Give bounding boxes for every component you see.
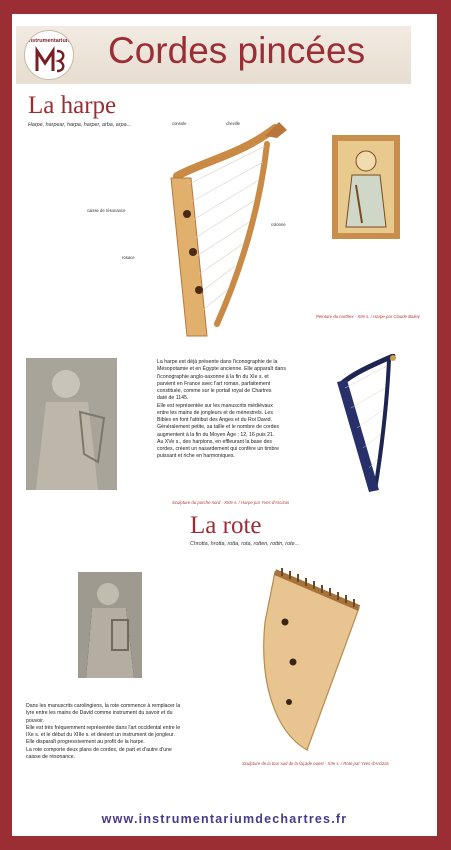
rote-text-line: Elle disparaît progressivement au profit de la harpe.	[26, 739, 145, 746]
rote-text-line: Elle est très fréquemment représentée dans l'art occidental entre le	[26, 724, 181, 731]
title-banner	[16, 26, 411, 84]
rote-instrument-image	[255, 562, 375, 752]
harpe-names: Harpe, harpear, harpa, harper, arba, arpa...	[28, 122, 132, 128]
label-caisse: caisse de résonance	[87, 208, 126, 213]
harpe-text-line: daté de 1145.	[157, 395, 189, 402]
rote-caption: Sculpture de la tour sud de la façade ouest - XIIe s. / Rote par Yves d'Arcizas	[242, 761, 389, 766]
tower-sculpture-image	[78, 572, 142, 678]
website-url[interactable]: www.instrumentariumdechartres.fr	[101, 812, 348, 826]
harpe-heading: La harpe	[28, 92, 117, 119]
sculpture-caption: Sculpture du porche nord - XIIIe s. / Harpe par Yves d'Arcizas	[172, 500, 290, 505]
harpe-text-line: La harpe est déjà présente dans l'iconographie de la	[157, 359, 278, 365]
label-rosaces: rosace	[122, 255, 135, 260]
page-title: Cordes pincées	[108, 30, 366, 71]
rote-text-line: La rote comporte deux plans de cordes, de part et d'autre d'une	[26, 746, 172, 753]
rote-text-line: lyre entre les mains de David comme instrument du savoir et du	[26, 710, 173, 717]
label-console: console	[172, 121, 187, 126]
rote-text-line: IXe s. et le début du XIIIe s. et devient un instrument de jongleur.	[26, 732, 175, 738]
porch-sculpture-image	[26, 358, 117, 490]
harpe-text-line: entre les mains de jongleurs et de ménestrels. Les	[157, 409, 273, 416]
logo-emblem-icon	[25, 31, 73, 79]
harpe-text-line: augmentent à la fin du Moyen Âge : 12, 16 puis 21.	[157, 431, 275, 438]
harpe-text-line: constituée, comme sur le portail royal de Chartres	[157, 388, 272, 394]
harpe-text-line: parvient en France avec l'art roman, parfaitement	[157, 380, 271, 387]
narthex-painting-image	[332, 135, 400, 239]
rote-text-line: caisse de résonance.	[26, 753, 76, 760]
rote-text-line: Dans les manuscrits carolingiens, la rote commence à remplacer la	[26, 703, 181, 709]
harpe-text-line: Au XVe s., des harpions, en effleurant la base des	[157, 438, 272, 445]
rote-text	[26, 703, 226, 761]
instrumentarium-logo	[24, 30, 74, 80]
harpe-text-line: cordes, créent un nasardement qui confère un timbre	[157, 446, 279, 452]
harpe-text-line: Bibles en font l'attribut des Anges et du Roi David.	[157, 417, 272, 423]
harpe-text-line: Mésopotamie et en Égypte ancienne. Elle apparaît dans	[157, 366, 286, 373]
logo-text: Instrumentarium	[27, 38, 71, 44]
harpe-text	[157, 359, 323, 461]
rote-heading: La rote	[190, 512, 262, 539]
label-colonne: colonne	[271, 222, 286, 227]
harpe-text-line: puissant et riche en harmoniques.	[157, 453, 235, 460]
harpe-text-line: Elle est représentée sur les manuscrits médiévaux	[157, 402, 273, 409]
poster-panel	[12, 14, 437, 836]
harp-illustration	[147, 114, 287, 344]
rote-text-line: pouvoir.	[26, 717, 45, 724]
harpe-text-line: Généralement petite, sa taille et le nombre de cordes	[157, 424, 279, 431]
harpe-text-line: l'iconographie anglo-saxonne à la fin du XIe s. et	[157, 373, 269, 380]
rote-names: Chrotta, hrotta, rotta, rota, rotten, rottin, rote...	[190, 541, 300, 547]
narthex-caption: Peinture du narthex - XIIe s. / Harpe par Claude Bailey	[316, 314, 420, 319]
blue-harp-image	[327, 354, 405, 494]
label-cheville: cheville	[226, 121, 240, 126]
